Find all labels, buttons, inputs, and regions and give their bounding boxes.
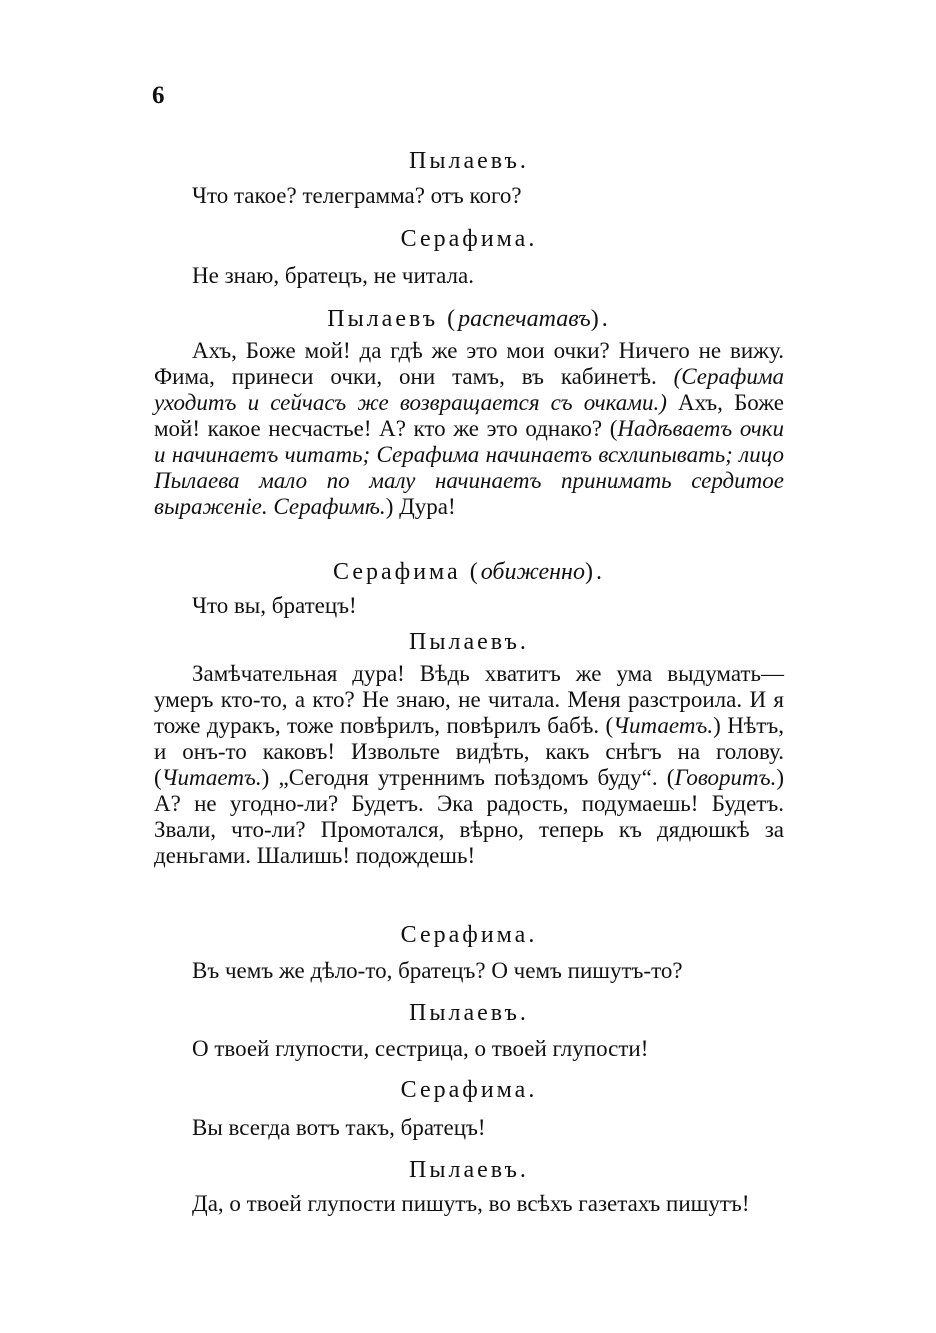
speaker-heading-end: ). bbox=[584, 559, 605, 585]
speaker-heading-with-direction: Пылаевъ (распечатавъ). bbox=[327, 306, 611, 332]
paragraph-text: ) „Сегодня утреннимъ поѣздомъ буду“. ( bbox=[261, 765, 675, 790]
speaker-heading-with-direction: Серафима (обиженно). bbox=[333, 559, 605, 585]
paragraph-text: Замѣчательная дура! Вѣдь хватитъ же ума выдумать—умеръ кто-то, а кто? Не знаю, не читала. Меня разстроила. И я тоже дуракъ, тоже повѣрилъ, повѣрилъ бабѣ. ( bbox=[154, 661, 784, 738]
dialogue-line: Что вы, братецъ! bbox=[192, 593, 357, 618]
speaker-name: Пылаевъ bbox=[327, 306, 439, 332]
paragraph-text: ) Дура! bbox=[385, 494, 456, 519]
stage-direction: обиженно bbox=[480, 559, 585, 585]
paragraph-text: ) Нѣтъ, и онъ-то каковъ! Извольте видѣть, какъ снѣгъ на голову. ( bbox=[154, 713, 785, 790]
dialogue-line: Не знаю, братецъ, не читала. bbox=[192, 263, 474, 288]
dialogue-paragraph: Да, о твоей глупости пишутъ, во всѣхъ газетахъ пишутъ! bbox=[192, 1191, 750, 1216]
stage-direction: (Серафима уходитъ и сейчасъ же возвращается съ очками.) bbox=[154, 364, 784, 415]
speaker-heading: Пылаевъ. bbox=[409, 148, 529, 174]
speaker-heading: Пылаевъ. bbox=[409, 1000, 529, 1026]
stage-direction: Читаетъ. bbox=[613, 713, 714, 738]
speaker-heading: Пылаевъ. bbox=[409, 629, 529, 655]
speaker-heading: Серафима. bbox=[400, 922, 538, 948]
dialogue-line: Въ чемъ же дѣло-то, братецъ? О чемъ пишутъ-то? bbox=[192, 958, 683, 983]
dialogue-line: О твоей глупости, сестрица, о твоей глупости! bbox=[192, 1036, 649, 1061]
dialogue-paragraph bbox=[154, 661, 784, 869]
dialogue-line: Вы всегда вотъ такъ, братецъ! bbox=[192, 1115, 486, 1140]
speaker-name: Серафима bbox=[333, 559, 461, 585]
stage-direction: Надѣваетъ очки и начинаетъ читать; Серафима начинаетъ всхлипывать; лицо Пылаева мало по малу начинаетъ принимать сердитое выраженіе. Серафимѣ. bbox=[154, 416, 784, 519]
stage-direction: Читаетъ. bbox=[161, 765, 262, 790]
speaker-heading: Серафима. bbox=[400, 1077, 538, 1103]
dialogue-line: Что такое? телеграмма? отъ кого? bbox=[192, 183, 522, 208]
paragraph-text: Ахъ, Боже мой! какое несчастье! А? кто же это однако? ( bbox=[154, 390, 785, 441]
stage-direction: Говоритъ. bbox=[674, 765, 777, 790]
dialogue-paragraph bbox=[154, 338, 784, 520]
speaker-heading-end: ). bbox=[590, 306, 611, 332]
speaker-heading: Серафима. bbox=[400, 226, 538, 252]
stage-direction: распечатавъ bbox=[458, 306, 591, 332]
paragraph-text: Ахъ, Боже мой! да гдѣ же это мои очки? Ничего не вижу. Фима, принеси очки, они тамъ, въ кабинетѣ. bbox=[154, 338, 784, 389]
paragraph-text: ) А? не угодно-ли? Будетъ. Эка радость, подумаешь! Будетъ. Звали, что-ли? Промотался, вѣрно, теперь къ дядюшкѣ за деньгами. Шалишь! подождешь! bbox=[154, 765, 784, 868]
page-number: 6 bbox=[152, 82, 165, 109]
speaker-heading: Пылаевъ. bbox=[409, 1157, 529, 1183]
